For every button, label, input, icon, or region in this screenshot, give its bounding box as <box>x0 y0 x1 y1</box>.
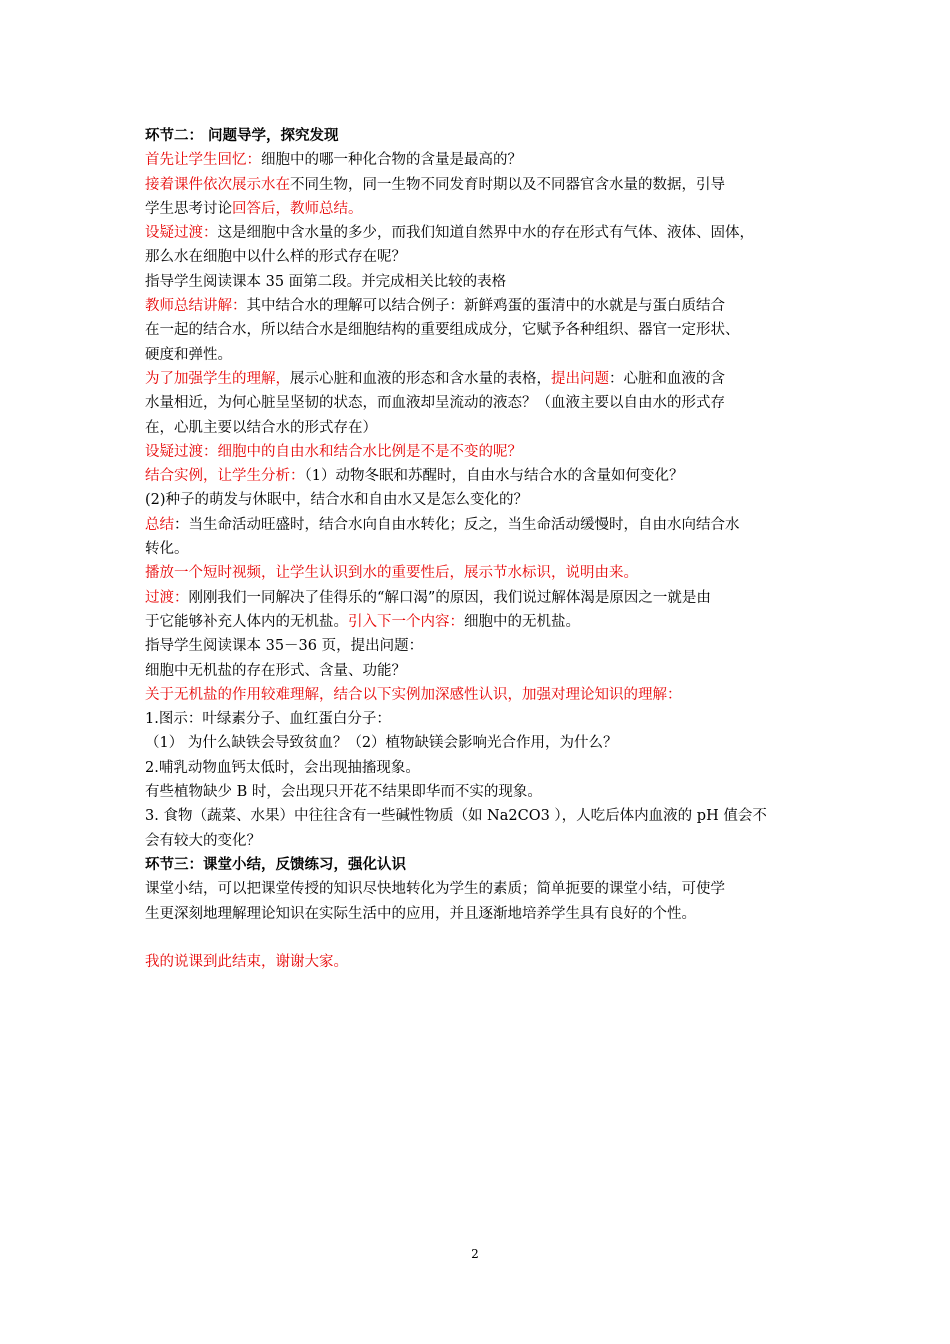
paragraph-line: 指导学生阅读课本 35－36 页，提出问题： <box>145 638 424 655</box>
page-number: 2 <box>471 1247 479 1261</box>
body-text: ：当生命活动旺盛时，结合水向自由水转化；反之，当生命活动缓慢时，自由水向结合水 <box>174 516 740 533</box>
paragraph-line: 生更深刻地理解理论知识在实际生活中的应用，并且逐渐地培养学生具有良好的个性。 <box>145 905 696 922</box>
body-text: 展示心脏和血液的形态和含水量的表格， <box>290 370 551 387</box>
body-text: 其中结合水的理解可以结合例子：新鲜鸡蛋的蛋清中的水就是与蛋白质结合 <box>246 298 725 315</box>
highlight-text: 设疑过渡： <box>145 225 218 242</box>
paragraph-line: 细胞中无机盐的存在形式、含量、功能？ <box>145 662 406 679</box>
body-text: ：心脏和血液的含 <box>609 370 725 387</box>
body-text: 刚刚我们一同解决了佳得乐的“解口渴”的原因，我们说过解体渴是原因之一就是由 <box>188 589 711 606</box>
paragraph-line: 有些植物缺少 B 时，会出现只开花不结果即华而不实的现象。 <box>145 784 542 801</box>
paragraph-line <box>145 197 815 221</box>
paragraph-line <box>145 586 815 610</box>
closing-remark: 我的说课到此结束，谢谢大家。 <box>145 953 348 970</box>
paragraph-line: 指导学生阅读课本 35 面第二段。并完成相关比较的表格 <box>145 273 507 290</box>
paragraph-line: 2.哺乳动物血钙太低时，会出现抽搐现象。 <box>145 759 420 776</box>
paragraph-line: 在，心肌主要以结合水的形式存在） <box>145 419 377 436</box>
paragraph-line: 1.图示：叶绿素分子、血红蛋白分子： <box>145 711 391 728</box>
highlight-text: 为了加强学生的理解， <box>145 370 290 387</box>
paragraph-line: 转化。 <box>145 541 189 558</box>
paragraph-line: (2)种子的萌发与休眠中，结合水和自由水又是怎么变化的？ <box>145 492 529 509</box>
paragraph-line <box>145 464 815 488</box>
highlight-text: 过渡： <box>145 589 189 606</box>
highlight-text: 总结 <box>145 516 174 533</box>
paragraph-line <box>145 294 815 318</box>
document-body <box>145 124 815 974</box>
paragraph-line <box>145 610 815 634</box>
paragraph-line: 在一起的结合水，所以结合水是细胞结构的重要组成成分，它赋予各种组织、器官一定形状、 <box>145 322 740 339</box>
highlight-text: 首先让学生回忆： <box>145 152 261 169</box>
paragraph-line: 会有较大的变化？ <box>145 832 261 849</box>
paragraph-line: 硬度和弹性。 <box>145 346 232 363</box>
highlight-text: 提出问题 <box>551 370 609 387</box>
highlight-text: 结合实例，让学生分析： <box>145 468 305 485</box>
paragraph-line <box>145 148 815 172</box>
section3-heading: 环节三：课堂小结，反馈练习，强化认识 <box>145 855 406 873</box>
body-text: 细胞中的哪一种化合物的含量是最高的？ <box>261 152 522 169</box>
highlight-text: 回答后，教师总结。 <box>232 200 363 217</box>
paragraph-line: 课堂小结，可以把课堂传授的知识尽快地转化为学生的素质；简单扼要的课堂小结，可使学 <box>145 881 725 898</box>
body-text: 学生思考讨论 <box>145 200 232 217</box>
body-text: （1）动物冬眠和苏醒时，自由水与结合水的含量如何变化？ <box>304 468 684 485</box>
section2-heading: 环节二： 问题导学，探究发现 <box>145 127 339 144</box>
spacer <box>145 926 815 950</box>
highlight-text: 教师总结讲解： <box>145 298 247 315</box>
paragraph-line: （1） 为什么缺铁会导致贫血？（2）植物缺镁会影响光合作用，为什么？ <box>145 735 618 752</box>
highlight-text: 接着课件依次展示水在 <box>145 176 290 193</box>
paragraph-line <box>145 513 815 537</box>
body-text: 这是细胞中含水量的多少，而我们知道自然界中水的存在形式有气体、液体、固体， <box>217 225 754 242</box>
body-text: 细胞中的无机盐。 <box>464 613 580 630</box>
paragraph-line <box>145 173 815 197</box>
body-text: 于它能够补充人体内的无机盐。 <box>145 613 348 630</box>
paragraph-line: 关于无机盐的作用较难理解，结合以下实例加深感性认识，加强对理论知识的理解： <box>145 686 682 703</box>
paragraph-line: 播放一个短时视频，让学生认识到水的重要性后，展示节水标识，说明由来。 <box>145 565 638 582</box>
paragraph-line: 设疑过渡：细胞中的自由水和结合水比例是不是不变的呢？ <box>145 443 522 460</box>
paragraph-line: 3. 食物（蔬菜、水果）中往往含有一些碱性物质（如 Na2CO3 ），人吃后体内血液的 pH 值会不 <box>145 808 767 825</box>
highlight-text: 引入下一个内容： <box>348 613 464 630</box>
paragraph-line: 那么水在细胞中以什么样的形式存在呢？ <box>145 249 406 266</box>
paragraph-line <box>145 367 815 391</box>
body-text: 不同生物，同一生物不同发育时期以及不同器官含水量的数据，引导 <box>290 176 725 193</box>
paragraph-line <box>145 221 815 245</box>
paragraph-line: 水量相近，为何心脏呈坚韧的状态，而血液却呈流动的液态？（血液主要以自由水的形式存 <box>145 395 725 412</box>
